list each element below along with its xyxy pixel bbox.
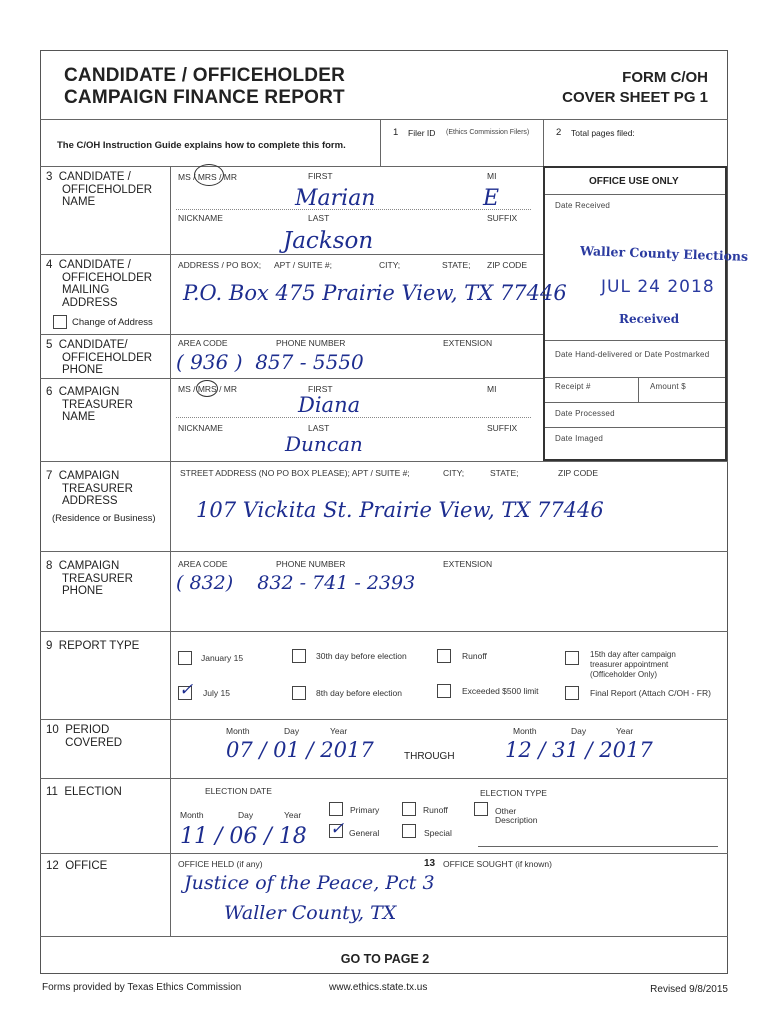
row-divider-8 [40,551,728,552]
treasurer-extension-label: EXTENSION [443,559,493,569]
section-12-label [46,860,107,873]
address-label: ADDRESS / PO BOX; [178,260,262,270]
row-divider-7 [40,461,728,462]
section-5-line3: PHONE [61,364,103,376]
section-8-line1: CAMPAIGN [58,560,120,572]
treasurer-last-name-field[interactable]: Duncan [285,432,363,456]
section-3-line3: NAME [61,196,96,208]
candidate-mi-label: MI [487,171,497,181]
total-pages-label: Total pages filed: [571,128,635,138]
report-type-15th-day-line2: treasurer appointment [590,660,669,669]
section-6-line2: TREASURER [61,398,133,411]
candidate-mi-field[interactable]: E [483,186,500,211]
row-divider-10 [40,719,728,720]
section-5-label [46,339,152,377]
total-pages-number: 2 [556,127,562,138]
election-primary-checkbox[interactable] [329,802,343,816]
apt-suite-label: APT / SUITE #; [274,260,332,270]
office-use-divider-3 [545,377,725,378]
form-id-line1: FORM C/OH [622,69,708,86]
treasurer-suffix-label: SUFFIX [487,423,518,433]
section-5-number: 5 [46,339,53,351]
treasurer-area-code-label: AREA CODE [178,559,228,569]
election-day-label: Day [238,810,254,820]
candidate-last-label: LAST [308,213,330,223]
treasurer-salutation-label: MS / MRS / MR [178,384,238,394]
salutation-mrs-circle [194,164,224,186]
section-9-label [46,640,139,653]
candidate-phone-label: PHONE NUMBER [276,338,346,348]
election-special-checkbox[interactable] [402,824,416,838]
form-id-line2: COVER SHEET PG 1 [562,89,708,106]
treasurer-phone-label: PHONE NUMBER [276,559,346,569]
date-received-label: Date Received [555,201,611,210]
period-to-year-label: Year [616,726,634,736]
date-imaged-label: Date Imaged [555,434,604,443]
row-divider-5 [40,334,543,335]
section-5-line2: OFFICEHOLDER [61,351,153,364]
filer-id-divider [380,119,381,166]
election-runoff-label: Runoff [423,805,448,815]
received-stamp-county: Waller County Elections [579,243,749,264]
section-8-number: 8 [46,560,53,572]
received-stamp-date: JUL 24 2018 [601,277,715,297]
period-from-month-label: Month [226,726,250,736]
section-12-text: OFFICE [65,860,108,872]
office-use-divider-5 [545,427,725,428]
election-description-line [478,846,718,847]
section-6-line1: CAMPAIGN [58,386,120,398]
election-general-check-mark: ✓ [330,819,345,839]
office-use-divider-2 [545,340,725,341]
election-type-label: ELECTION TYPE [480,788,547,798]
section-11-label [46,786,122,799]
row-divider-3 [40,166,543,167]
period-to-date-field[interactable]: 12 / 31 / 2017 [505,738,653,762]
office-use-title: OFFICE USE ONLY [589,176,679,187]
section-8-line2: TREASURER [61,572,133,585]
treasurer-city-label: CITY; [443,468,465,478]
section-11-number: 11 [46,786,58,798]
report-type-exceeded-checkbox[interactable] [437,684,451,698]
filer-id-number: 1 [393,127,399,138]
residence-or-business-note: (Residence or Business) [52,513,156,524]
report-type-final-label: Final Report (Attach C/OH - FR) [590,688,711,698]
date-processed-label: Date Processed [555,409,615,418]
row-divider-11 [40,778,728,779]
treasurer-last-label: LAST [308,423,330,433]
election-other-checkbox[interactable] [474,802,488,816]
office-held-field-line1[interactable]: Justice of the Peace, Pct 3 [184,872,435,894]
report-type-8th-day-checkbox[interactable] [292,686,306,700]
city-label: CITY; [379,260,401,270]
period-to-month-label: Month [513,726,537,736]
section-4-line3: MAILING [61,284,110,296]
section-7-line3: ADDRESS [61,495,118,507]
row-divider-9 [40,631,728,632]
election-other-label: Other [495,806,517,816]
row-divider-12 [40,853,728,854]
section-3-line2: OFFICEHOLDER [61,183,153,196]
section-4-line4: ADDRESS [61,296,118,309]
amount-label: Amount $ [650,382,686,391]
report-type-exceeded-label: Exceeded $500 limit [462,686,539,696]
candidate-last-name-field[interactable]: Jackson [283,228,374,254]
header-divider [40,119,728,120]
section-10-number: 10 [46,724,59,736]
election-month-label: Month [180,810,204,820]
row-divider-13 [40,936,728,937]
section-11-text: ELECTION [64,786,122,798]
period-from-day-label: Day [284,726,300,736]
candidate-phone-field[interactable]: ( 936 ) 857 - 5550 [176,350,364,374]
receipt-amount-divider [638,377,639,402]
section-5-line1: CANDIDATE/ [58,339,128,351]
candidate-suffix-label: SUFFIX [487,213,518,223]
form-title-line1: CANDIDATE / OFFICEHOLDER [64,65,345,86]
section-3-number: 3 [46,171,53,183]
report-type-january-label: January 15 [201,653,244,663]
date-hand-delivered-label: Date Hand-delivered or Date Postmarked [555,350,710,359]
treasurer-name-dotted-line [176,417,531,418]
receipt-label: Receipt # [555,382,591,391]
report-type-15th-day-line1: 15th day after campaign [590,650,676,659]
treasurer-street-label: STREET ADDRESS (NO PO BOX PLEASE); APT / SUITE #; [180,468,410,478]
election-general-label: General [349,828,380,838]
election-date-label: ELECTION DATE [205,786,272,796]
report-type-january-checkbox[interactable] [178,651,192,665]
period-from-date-field[interactable]: 07 / 01 / 2017 [226,738,374,762]
form-title-line2: CAMPAIGN FINANCE REPORT [64,87,345,108]
office-use-divider-1 [545,194,725,195]
section-7-label [46,470,133,508]
report-type-july-label: July 15 [203,688,230,698]
candidate-area-code-label: AREA CODE [178,338,228,348]
candidate-first-name-field[interactable]: Marian [295,186,376,211]
office-use-divider-4 [545,402,725,403]
through-label: THROUGH [404,751,455,762]
section-6-line3: NAME [61,411,96,423]
report-type-runoff-label: Runoff [462,651,487,661]
treasurer-nickname-label: NICKNAME [178,423,223,433]
section-9-number: 9 [46,640,53,652]
row-divider-6 [40,378,543,379]
election-date-field[interactable]: 11 / 06 / 18 [180,824,307,849]
section-6-label [46,386,133,424]
report-type-15th-day-line3: (Officeholder Only) [590,670,657,679]
section-7-number: 7 [46,470,53,482]
report-type-30th-day-checkbox[interactable] [292,649,306,663]
section-4-line1: CANDIDATE / [58,259,131,271]
office-held-label: OFFICE HELD (if any) [178,859,263,869]
section-10-label [46,724,122,749]
treasurer-mi-label: MI [487,384,497,394]
election-special-label: Special [424,828,452,838]
section-4-label [46,259,152,309]
treasurer-state-label: STATE; [490,468,519,478]
received-stamp-label: Received [619,312,680,326]
instructions-text: The C/OH Instruction Guide explains how to complete this form. [57,140,346,151]
treasurer-first-name-field[interactable]: Diana [298,393,361,417]
section-10-line1: PERIOD [65,724,110,736]
section-7-line2: TREASURER [61,482,133,495]
treasurer-address-field[interactable]: 107 Vickita St. Prairie View, TX 77446 [196,498,604,522]
section-4-number: 4 [46,259,53,271]
office-sought-label: OFFICE SOUGHT (if known) [443,859,552,869]
treasurer-salutation-circle [196,380,218,397]
section-7-line1: CAMPAIGN [58,470,120,482]
section-9-text: REPORT TYPE [58,640,140,652]
report-type-15th-day-label [590,650,676,680]
candidate-nickname-label: NICKNAME [178,213,223,223]
state-label: STATE; [442,260,471,270]
treasurer-first-label: FIRST [308,384,333,394]
section-8-line3: PHONE [61,585,103,597]
section-4-line2: OFFICEHOLDER [61,271,153,284]
row-divider-4 [40,254,543,255]
footer-provided-by: Forms provided by Texas Ethics Commission [42,982,242,993]
pages-divider [543,119,544,166]
treasurer-zip-label: ZIP CODE [558,468,598,478]
section-3-line1: CANDIDATE / [58,171,131,183]
change-of-address-label: Change of Address [72,317,153,328]
report-type-30th-day-label: 30th day before election [316,651,407,661]
go-to-page-2: GO TO PAGE 2 [340,952,430,966]
change-of-address-checkbox[interactable] [53,315,67,329]
report-type-final-checkbox[interactable] [565,686,579,700]
candidate-name-dotted-line [176,209,531,210]
filer-id-label: Filer ID [408,128,436,138]
section-12-number: 12 [46,860,59,872]
period-to-day-label: Day [571,726,587,736]
period-from-year-label: Year [330,726,348,736]
report-type-july-check-mark: ✓ [179,680,194,700]
section-13-number: 13 [424,858,436,869]
report-type-15th-day-checkbox[interactable] [565,651,579,665]
treasurer-phone-field[interactable]: ( 832) 832 - 741 - 2393 [176,572,416,594]
candidate-address-field[interactable]: P.O. Box 475 Prairie View, TX 77446 [183,281,567,305]
election-runoff-checkbox[interactable] [402,802,416,816]
report-type-runoff-checkbox[interactable] [437,649,451,663]
zip-label: ZIP CODE [487,260,527,270]
footer-website-link[interactable]: www.ethics.state.tx.us [329,982,428,993]
election-primary-label: Primary [350,805,380,815]
filer-id-note: (Ethics Commission Filers) [446,129,530,136]
candidate-extension-label: EXTENSION [443,338,493,348]
section-8-label [46,560,133,598]
election-year-label: Year [284,810,302,820]
section-6-number: 6 [46,386,53,398]
section-3-label [46,171,152,209]
report-type-8th-day-label: 8th day before election [316,688,403,698]
candidate-salutation-label: MS / MRS / MR [178,172,238,182]
election-description-label: Description [495,815,538,825]
office-held-field-line2[interactable]: Waller County, TX [224,902,397,924]
footer-revised-date: Revised 9/8/2015 [650,984,728,995]
candidate-first-label: FIRST [308,171,333,181]
section-10-line2: COVERED [65,736,123,749]
